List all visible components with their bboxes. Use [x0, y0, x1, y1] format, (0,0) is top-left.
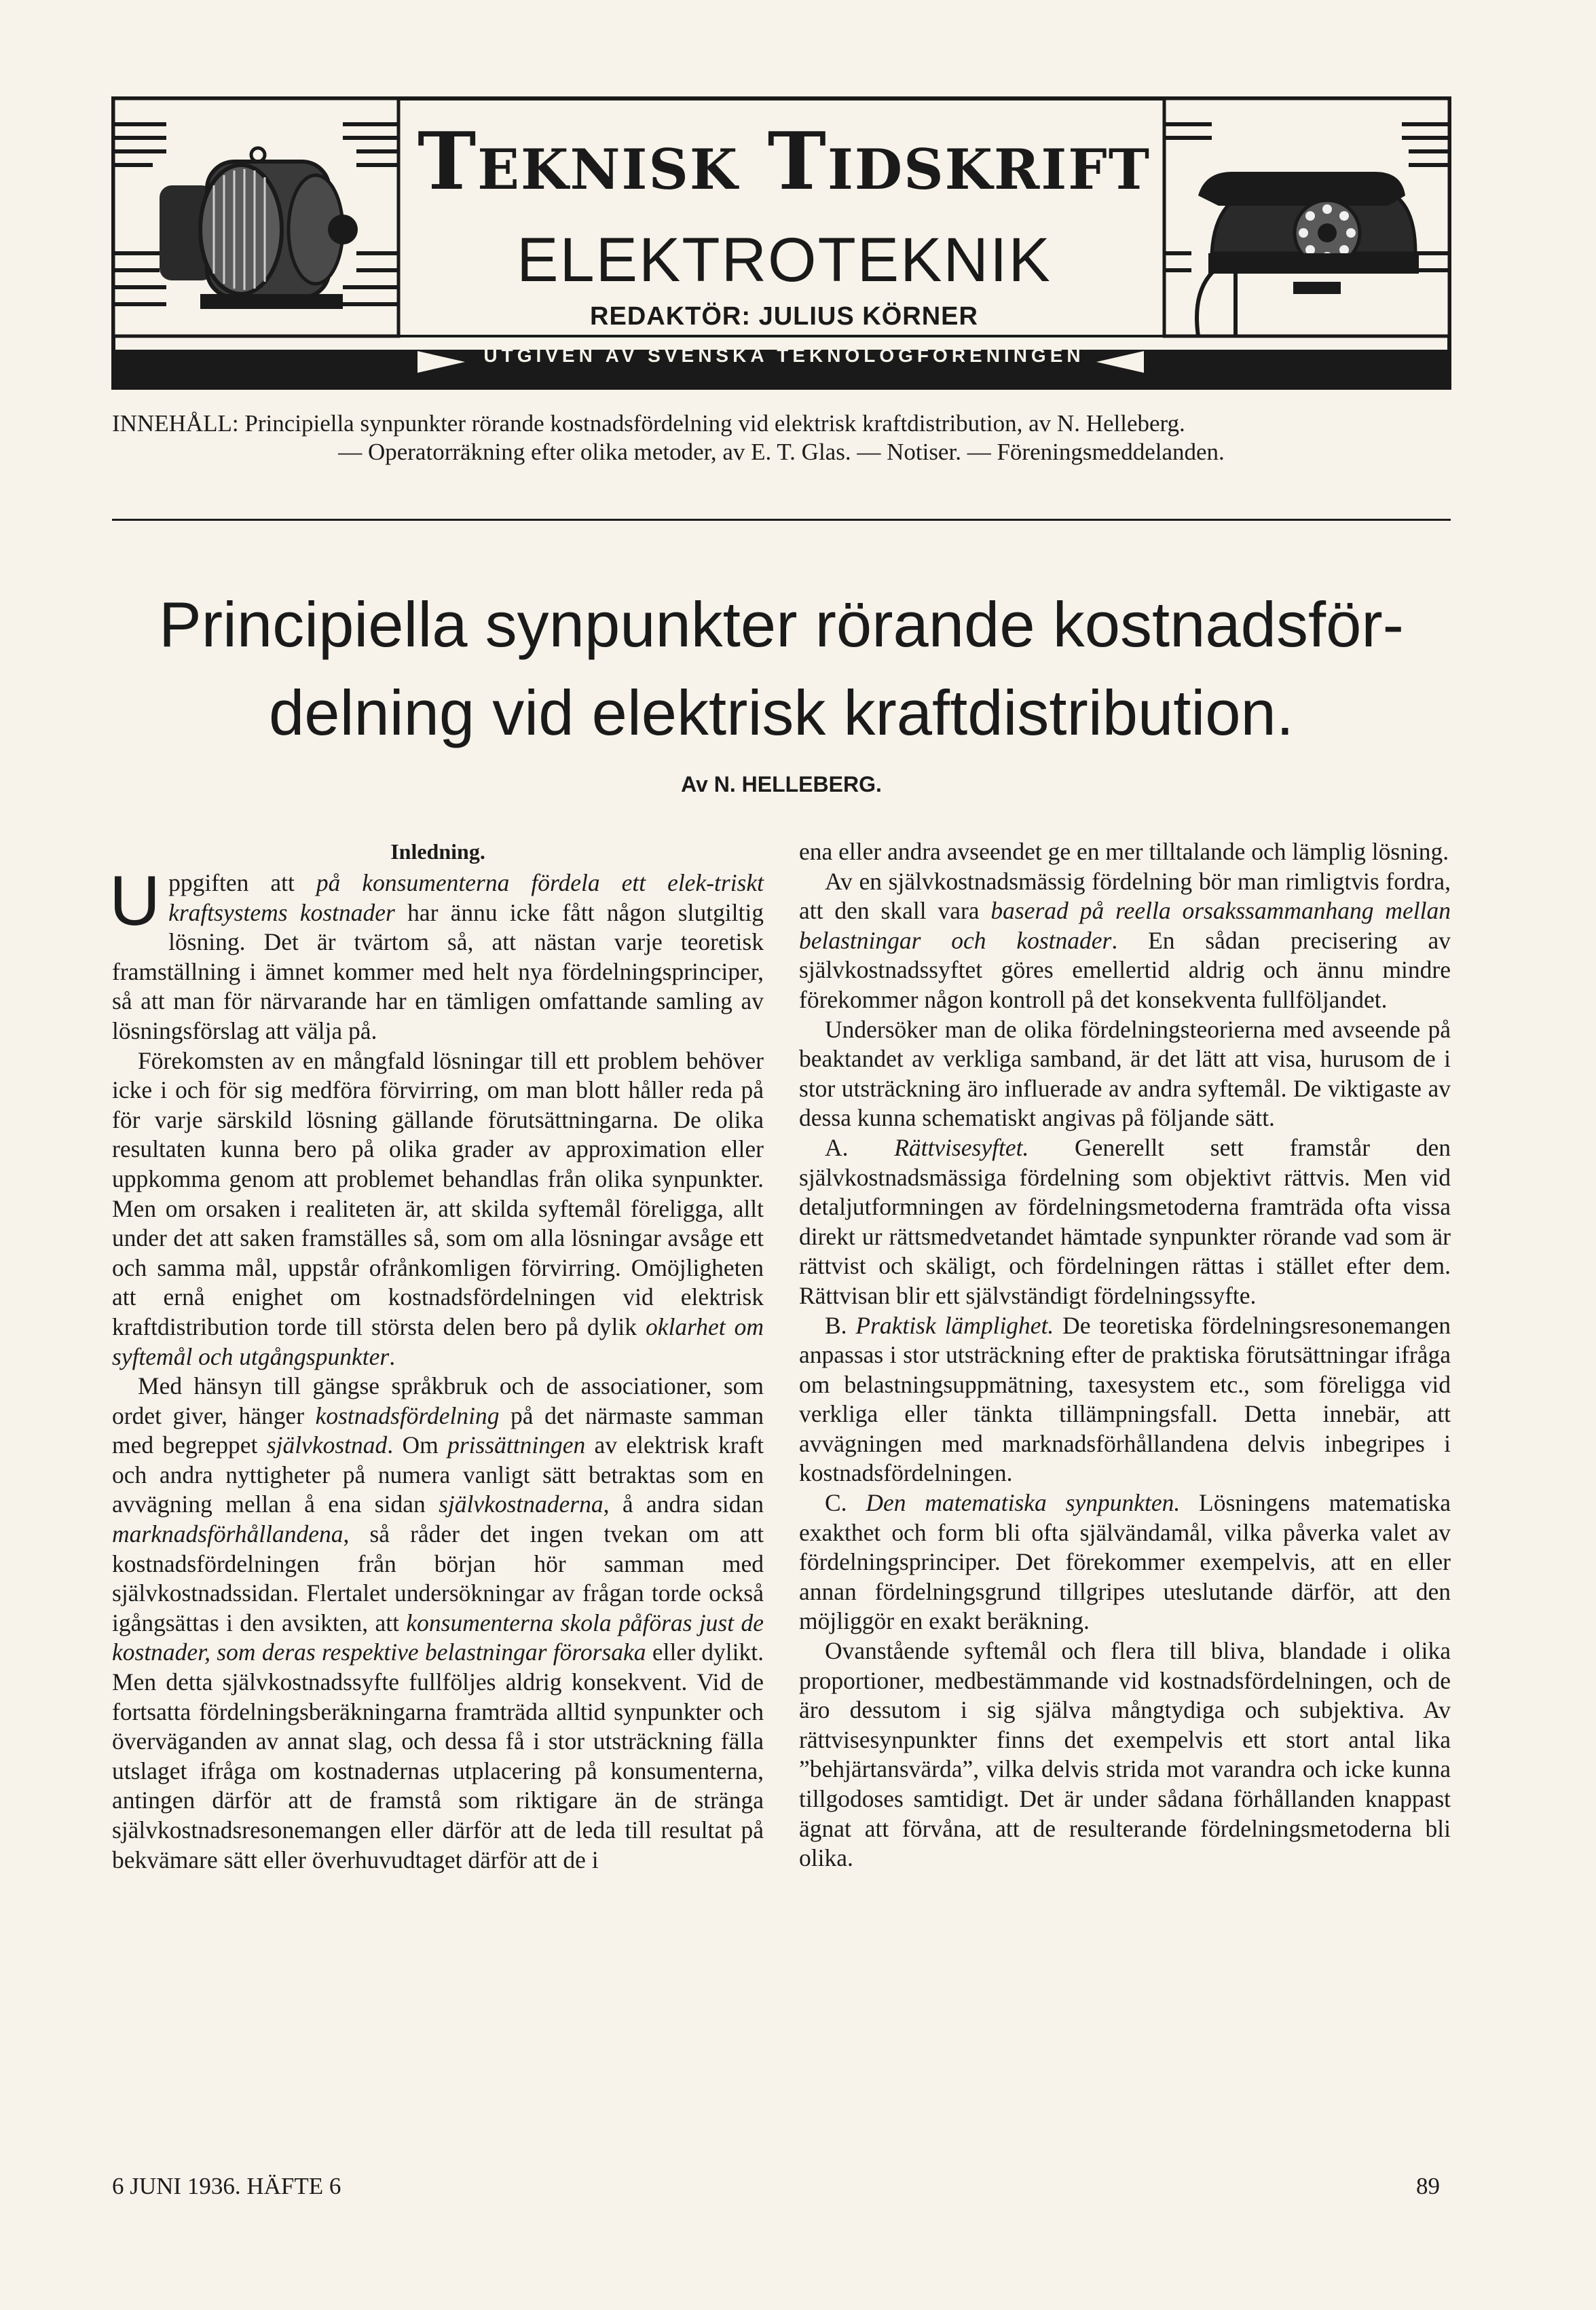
article-byline: Av N. HELLEBERG. [681, 772, 882, 796]
right-column [799, 837, 1451, 1873]
footer-issue-date: 6 JUNI 1936. HÄFTE 6 [112, 2173, 341, 2199]
contents-line-2: — Operatorräkning efter olika metoder, av E. T. Glas. — Notiser. — Föreningsmeddelanden. [338, 439, 1225, 465]
page-number: 89 [1416, 2173, 1440, 2199]
paragraph: Ovanstående syftemål och flera till bliva, blandade i olika proportioner, medbestämmande vid kostnadsfördelningen, och de äro dessutom i sig själva mångtydiga och subjektiva. Av rättvisesynpunkter finns det exempelvis ett stort antal lika ”behjärtansvärda”, vilka delvis strida mot varandra och icke kunna tillgodoses samtidigt. Det är under sådana förhållanden knappast ägnat att förvåna, att de resulterande fördelningsmetoderna bli olika. [799, 1637, 1451, 1872]
drop-cap: U [109, 862, 161, 940]
table-of-contents [112, 409, 1451, 466]
paragraph: Med hänsyn till gängse språkbruk och de associationer, som ordet giver, hänger kostnadsfördelning på det närmaste samman med begreppet självkostnad. Om prissättningen av elektrisk kraft och andra nyttigheter på numera vanligt sätt betraktas som en avvägning mellan å ena sidan självkostnaderna, å andra sidan marknadsförhållandena, så råder det ingen tvekan om att kostnadsfördelningen från början hör samman med självkostnadssidan. Flertalet undersökningar av frågan torde också igångsättas i den avsikten, att konsumenterna skola påföras just de kostnader, som deras respektive belastningar förorsaka eller dylikt. Men detta självkostnadssyfte fullföljes aldrig konsekvent. Vid de fortsatta fördelningsberäkningarna framträda alltid synpunkter och överväganden av annat slag, och dessa få i stor utsträckning fälla utslaget ifråga om kostnadernas utplacering på konsumenterna, antingen därför att de framstå som riktigare än de stränga självkostnadsresonemangen eller därför att de leda till resultat på bekvämare sätt eller överhuvudtaget därför att de i [112, 1372, 764, 1873]
left-column [109, 837, 764, 1875]
paragraph: Undersöker man de olika fördelningsteorierna med avseende på beaktandet av verkliga samband, är det lätt att visa, hurusom de i stor utsträckning äro influerade av andra syftemål. De viktigaste av dessa kunna schematiskt angivas på följande sätt. [799, 1015, 1451, 1132]
electric-motor-illustration [113, 98, 398, 336]
contents-divider [112, 519, 1451, 521]
paragraph: Uppgiften att på konsumenterna fördela ett elek-triskt kraftsystems kostnader har ännu icke fått någon slutgiltig lösning. Det är tvärtom så, att nästan varje teoretisk framställning i ämnet kommer med helt nya fördelningsprinciper, så att man för närvarande har en tämligen omfattande samling av lösningsförslag att välja på. [109, 862, 764, 1044]
paragraph: B. Praktisk lämplighet. De teoretiska fördelningsresonemangen anpassas i stor utsträckning efter de praktiska förutsättningar ifråga om belastningsuppmätning, taxesystem etc., som föreligga vid verkliga eller tänkta tillämpningsfall. Detta innebär, att avvägningen med marknadsförhållandena delvis inbegripes i kostnadsfördelningen. [799, 1311, 1451, 1487]
paragraph: Förekomsten av en mångfald lösningar till ett problem behöver icke i och för sig medföra förvirring, om man blott håller reda på för varje särskild lösning gällande förutsättningarna. De olika resultaten kunna bero på olika grader av approximation eller uppkomma genom att problemet behandlas från olika synpunkter. Men om orsaken i realiteten är, att skilda syftemål föreligga, allt under det att saken framställes så, som om alla lösningar avsåge ett och samma mål, uppstår ofrånkomligen förvirring. Omöjligheten att ernå enighet om kostnadsfördelningen vid elektrisk kraftdistribution torde till största delen bero på dylik oklarhet om syftemål och utgångspunkter. [112, 1046, 764, 1370]
masthead-publisher-banner: UTGIVEN AV SVENSKA TEKNOLOGFÖRENINGEN [483, 345, 1085, 366]
article-title [112, 581, 1451, 757]
paragraph: A. Rättvisesyftet. Generellt sett framstår den självkostnadsmässiga fördelning som objektivt rättvis. Men vid detaljutformningen av fördelningsmetoderna framträda ofta vissa direkt ur rättsmedvetandet hämtade synpunkter rörande vad som är rättvist och skäligt, och fördelningen rättas i stället efter dem. Rättvisan blir ett självständigt fördelningssyfte. [799, 1133, 1451, 1309]
masthead-subtitle: ELEKTROTEKNIK [517, 225, 1052, 295]
masthead-editor: REDAKTÖR: JULIUS KÖRNER [590, 302, 978, 331]
masthead [112, 97, 1451, 389]
section-heading: Inledning. [390, 839, 485, 864]
paragraph: Av en självkostnadsmässig fördelning bör man rimligtvis fordra, att den skall vara baserad på reella orsakssammanhang mellan belastningar och kostnader. En sådan precisering av självkostnadssyftet göres emellertid aldrig och ännu mindre förekommer någon kontroll på det konsekventa fullföljandet. [799, 867, 1451, 1013]
masthead-title: Teknisk Tidskrift [417, 115, 1151, 208]
telephone-illustration [1164, 98, 1449, 336]
paragraph: C. Den matematiska synpunkten. Lösningens matematiska exakthet och form bli ofta självändamål, vilka påverka valet av fördelningsprinciper. Det förekommer exempelvis, att en eller annan fördelningsgrund tillgripes uteslutande därför, att den möjliggör en exakt beräkning. [799, 1489, 1451, 1635]
paragraph: ena eller andra avseendet ge en mer tilltalande och lämplig lösning. [799, 838, 1449, 865]
contents-line-1: INNEHÅLL: Principiella synpunkter rörande kostnadsfördelning vid elektrisk kraftdistribution, av N. Helleberg. [112, 410, 1185, 437]
article-title-line-2: delning vid elektrisk kraftdistribution. [269, 677, 1294, 748]
article-title-line-1: Principiella synpunkter rörande kostnadsför- [159, 589, 1404, 660]
